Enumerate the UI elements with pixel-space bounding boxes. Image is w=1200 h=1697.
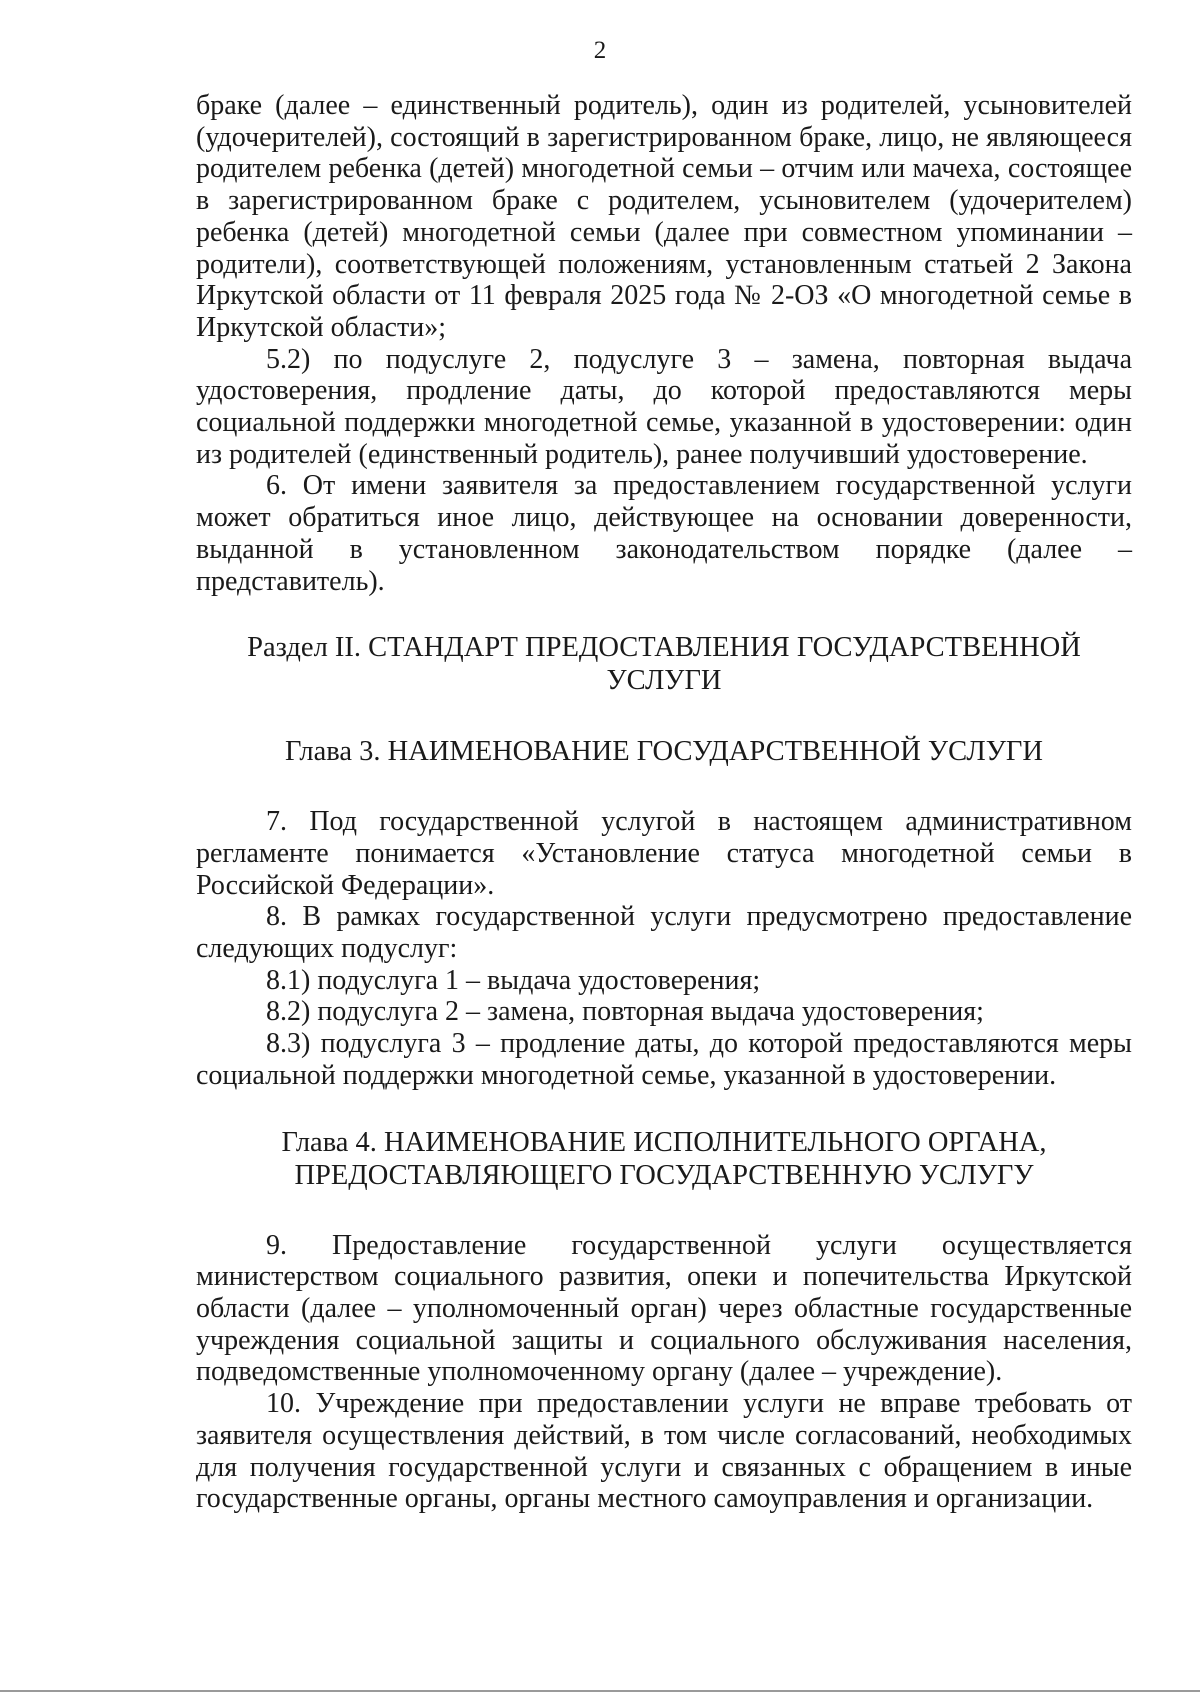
section-heading: [196, 735, 1132, 768]
heading-line: Глава 3. НАИМЕНОВАНИЕ ГОСУДАРСТВЕННОЙ УСЛУГИ: [285, 736, 1043, 768]
paragraph: 6. От имени заявителя за предоставлением государственной услуги может обратиться иное лицо, действующее на основании доверенности, выданной в установленном законодательством порядке (далее – представитель).: [196, 470, 1132, 597]
paragraph: 9. Предоставление государственной услуги осуществляется министерством социального развития, опеки и попечительства Иркутской области (далее – уполномоченный орган) через областные государственные учреждения социальной защиты и социального обслуживания населения, подведомственные уполномоченному органу (далее – учреждение).: [196, 1229, 1132, 1388]
paragraph: 8.1) подуслуга 1 – выдача удостоверения;: [266, 964, 761, 996]
heading-line: Раздел II. СТАНДАРТ ПРЕДОСТАВЛЕНИЯ ГОСУДАРСТВЕННОЙ: [247, 632, 1081, 664]
document-body: [196, 90, 1132, 1515]
paragraph: 8.2) подуслуга 2 – замена, повторная выдача удостоверения;: [266, 996, 984, 1028]
paragraph: 7. Под государственной услугой в настоящем административном регламенте понимается «Установление статуса многодетной семьи в Российской Федерации».: [196, 806, 1132, 901]
section-heading: [196, 631, 1132, 697]
page-number: 2: [593, 37, 607, 64]
heading-line: УСЛУГИ: [606, 665, 722, 697]
paragraph: 8. В рамках государственной услуги предусмотрено предоставление следующих подуслуг:: [196, 901, 1132, 965]
paragraph: 8.3) подуслуга 3 – продление даты, до которой предоставляются меры социальной поддержки многодетной семье, указанной в удостоверении.: [196, 1028, 1132, 1091]
scan-bottom-edge: [0, 1690, 1200, 1692]
paragraph: 10. Учреждение при предоставлении услуги не вправе требовать от заявителя осуществления действий, в том числе согласований, необходимых для получения государственной услуги и связанных с обращением в иные государственные органы, органы местного самоуправления и организации.: [196, 1388, 1132, 1515]
section-heading: [196, 1126, 1132, 1192]
paragraph: браке (далее – единственный родитель), один из родителей, усыновителей (удочерителей), состоящий в зарегистрированном браке, лицо, не являющееся родителем ребенка (детей) многодетной семьи – отчим или мачеха, состоящее в зарегистрированном браке с родителем, усыновителем (удочерителем) ребенка (детей) многодетной семьи (далее при совместном упоминании – родители), соответствующей положениям, установленным статьей 2 Закона Иркутской области от 11 февраля 2025 года № 2-ОЗ «О многодетной семье в Иркутской области»;: [196, 90, 1132, 343]
heading-line: Глава 4. НАИМЕНОВАНИЕ ИСПОЛНИТЕЛЬНОГО ОРГАНА,: [281, 1126, 1047, 1158]
paragraph: 5.2) по подуслуге 2, подуслуге 3 – замена, повторная выдача удостоверения, продление даты, до которой предоставляются меры социальной поддержки многодетной семье, указанной в удостоверении: один из родителей (единственный родитель), ранее получивший удостоверение.: [196, 343, 1132, 470]
heading-line: ПРЕДОСТАВЛЯЮЩЕГО ГОСУДАРСТВЕННУЮ УСЛУГУ: [294, 1159, 1034, 1191]
